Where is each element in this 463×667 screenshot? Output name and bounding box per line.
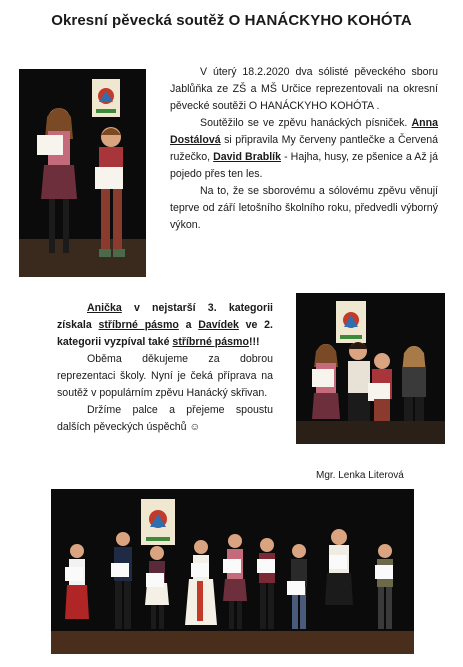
- photo-two-winners: [19, 69, 146, 277]
- intro-paragraph-2: Soutěžilo se ve zpěvu hanáckých písniček. Anna Dostálová si připravila My červeny pantlečke a Červená ružečko, David Brablík - Hajha, husy, ze pšenice a Až já pojedo přes ten les.: [170, 117, 438, 180]
- intro-paragraph-3: Na to, že se sborovému a sólovému zpěvu věnují teprve od září letošního školního roku, předvedli výborný výkon.: [170, 185, 438, 231]
- results-name-david: Davídek: [198, 319, 239, 331]
- page-title: Okresní pěvecká soutěž O HANÁCKYHO KOHÓTA: [51, 12, 412, 29]
- thanks-paragraph: Oběma děkujeme za dobrou reprezentaci školy. Nyní je čeká příprava na soutěž v populárním zpěvu Hanácký skřivan.: [57, 353, 273, 399]
- intro-paragraph-1: V úterý 18.2.2020 dva sólisté pěveckého sboru Jablůňka ze ZŠ a MŠ Určice reprezentovali na okresní pěvecké soutěži O HANÁCKYHO KOHÓTA .: [170, 66, 438, 112]
- award-silver-2: stříbrné pásmo: [172, 336, 249, 348]
- wish-paragraph: Držíme palce a přejeme spoustu dalších pěveckých úspěchů ☺: [57, 404, 273, 433]
- results-paragraph: Anička v nejstarší 3. kategorii získala stříbrné pásmo a Davídek ve 2. kategorii vyzpíval také stříbrné pásmo!!!: [57, 302, 273, 348]
- singer-name-anna: Anna Dostálová: [170, 117, 438, 146]
- photo-all-winners-image: [51, 489, 414, 654]
- singer-name-david: David Brablík: [213, 151, 281, 163]
- author-signature: Mgr. Lenka Literová: [316, 470, 404, 481]
- photo-group-image: [296, 293, 445, 444]
- results-text: [57, 300, 273, 436]
- photo-all-winners: [51, 489, 414, 654]
- photo-group-with-teacher: [296, 293, 445, 444]
- intro-text: [170, 64, 438, 234]
- photo-two-winners-image: [19, 69, 146, 277]
- results-name-anicka: Anička: [87, 302, 122, 314]
- award-silver-1: stříbrné pásmo: [98, 319, 179, 331]
